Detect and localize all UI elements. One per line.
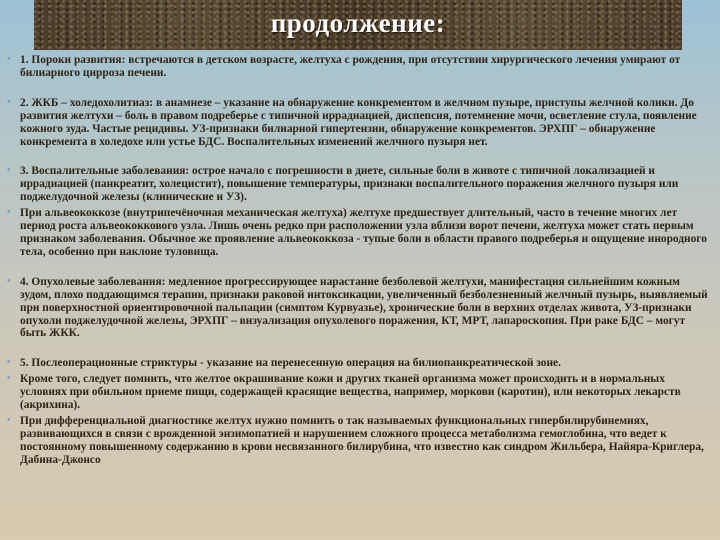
list-item [7, 415, 713, 467]
list-item-text: 5. Послеоперационные стриктуры - указание на перенесенную операция на билиопанкреатической зоне. [20, 357, 561, 370]
list-item [7, 373, 713, 412]
list-item-text: 2. ЖКБ – холедохолитиаз: в анамнезе – указание на обнаружение конкрементом в желчном пузыре, приступы желчной колики. До развития желтухи – боль в правом подреберье с типичной иррадиацией, диспепсия, потемнение мочи, осветление стула, появление кожного зуда. Частые рецидивы. УЗ-признаки билиарной гипертензии, обнаружение конкрементов. ЭРХПГ – обнаружение конкремента в холедохе или устье БДС. Воспалительных изменений желчного пузыря нет. [20, 96, 697, 148]
list-item [7, 207, 713, 259]
slide-title: продолжение: [270, 8, 446, 38]
bullet-icon: • [7, 373, 11, 385]
list-item [7, 276, 713, 341]
list-item-text: 1. Пороки развития: встречаются в детском возрасте, желтуха с рождения, при отсутствии хирургического лечения умирают от билиарного цирроза печени. [20, 54, 681, 79]
list-item [7, 165, 713, 204]
list-item-text: 4. Опухолевые заболевания: медленное прогрессирующее нарастание безболевой желтухи, манифестация сильнейшим кожным зудом, плохо поддающимся терапии, признаки раковой интоксикации, увеличенный безболезненный желчный пузырь, выявляемый при поверхностной ориентировочной пальпации (симптом Курвуазье), хронические боли в верхних отделах живота, УЗ-признаки опухоли поджелудочной железы, ЭРХПГ – визуализация опухолевого поражения, КТ, МРТ, лапароскопия. При раке БДС – могут быть ЖКК. [20, 275, 708, 340]
list-item-text: 3. Воспалительные заболевания: острое начало с погрешности в диете, сильные боли в животе с типичной локализацией и иррадиацией (панкреатит, холецистит), повышение температуры, признаки воспалительного поражения желчного пузыря или поджелудочной железы (клинические и УЗ). [20, 165, 679, 204]
bullet-icon: • [7, 275, 11, 287]
bullet-icon: • [7, 54, 11, 65]
bullet-icon: • [7, 96, 11, 108]
list-item-text: Кроме того, следует помнить, что желтое окрашивание кожи и других тканей организма может происходить и в нормальных условиях при обильном приеме пищи, содержащей красящие вещества, например, моркови (каротин), или некоторых лекарств (акрихина). [20, 373, 681, 412]
bullet-icon: • [7, 357, 11, 369]
list-item [7, 357, 713, 370]
list-item-text: При альвеококкозе (внутрипечёночная механическая желтуха) желтухе предшествует длительный, часто в течение многих лет период роста альвеококкового узла. Лишь очень редко при расположении узла вблизи ворот печени, желтуха может стать первым признаком заболевания. Обычное же проявление альвеококкоза - тупые боли в области правого подреберья и ощущение инородного тела, особенно при наклоне туловища. [20, 207, 707, 258]
title-banner [34, 0, 682, 50]
bullet-icon: • [7, 207, 11, 219]
list-item [7, 54, 713, 80]
list-item [7, 97, 713, 149]
bullet-icon: • [7, 414, 11, 426]
list-item-text: При дифференциальной диагностике желтух нужно помнить о так называемых функциональных гипербилирубинемиях, развивающихся в связи с врожденной энзимопатией и нарушением сложного процесса метаболизма гемоглобина, что ведет к постоянному повышенному содержанию в крови несвязанного билирубина, что известно как синдром Жильбера, Найяра-Криглера, Дабина-Джонсо [20, 414, 704, 466]
bullet-icon: • [7, 165, 11, 177]
slide-content [7, 54, 713, 467]
